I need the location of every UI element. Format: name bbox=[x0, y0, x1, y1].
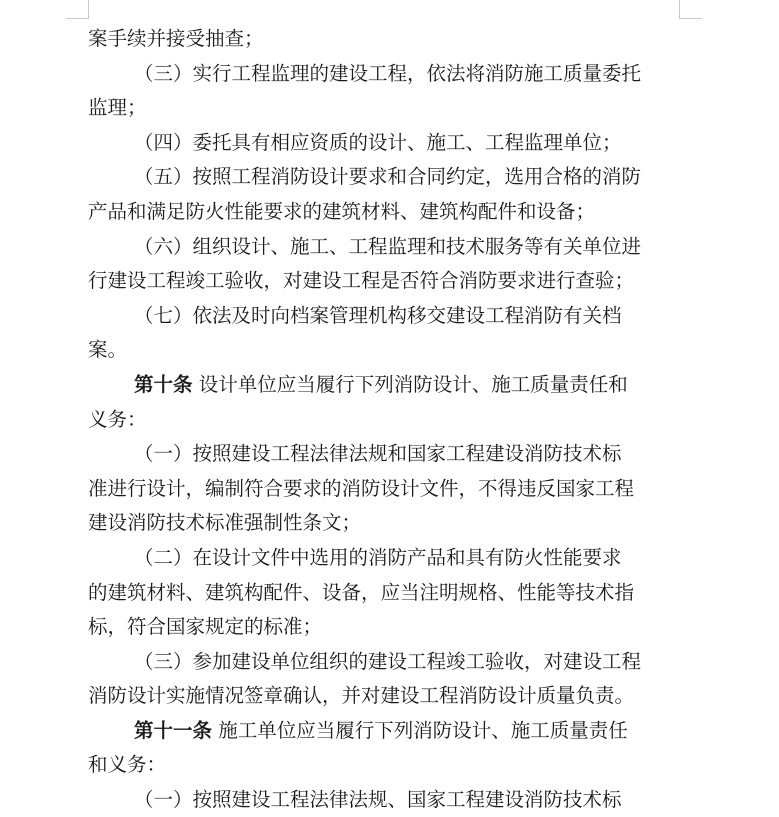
line-text: 监理； bbox=[88, 96, 147, 120]
line-text: 消防设计实施情况签章确认，并对建设工程消防设计质量负责。 bbox=[88, 684, 635, 708]
line-text: 产品和满足防火性能要求的建筑材料、建筑构配件和设备； bbox=[88, 199, 596, 223]
article-heading: 第十一条 bbox=[134, 718, 213, 742]
article-heading: 第十条 bbox=[134, 372, 193, 396]
line-text: 准进行设计，编制符合要求的消防设计文件，不得违反国家工程 bbox=[88, 476, 635, 500]
line-text: 标，符合国家规定的标准； bbox=[88, 615, 323, 639]
crop-mark-top-right-horizontal bbox=[679, 18, 702, 19]
line-text: （三）参加建设单位组织的建设工程竣工验收，对建设工程 bbox=[134, 649, 642, 673]
text-line bbox=[88, 160, 688, 195]
line-text: 和义务： bbox=[88, 753, 167, 777]
line-text: （二）在设计文件中选用的消防产品和具有防火性能要求 bbox=[134, 545, 622, 569]
document-body-text bbox=[88, 22, 688, 817]
line-text: 建设消防技术标准强制性条文； bbox=[88, 511, 362, 535]
text-line bbox=[88, 506, 688, 541]
text-line bbox=[88, 610, 688, 645]
text-line bbox=[88, 368, 688, 403]
line-text: （四）委托具有相应资质的设计、施工、工程监理单位； bbox=[134, 130, 622, 154]
line-text: 义务： bbox=[88, 407, 147, 431]
line-text: （七）依法及时向档案管理机构移交建设工程消防有关档 bbox=[134, 303, 622, 327]
text-line bbox=[88, 230, 688, 265]
text-line bbox=[88, 576, 688, 611]
text-line bbox=[88, 91, 688, 126]
line-text: 设计单位应当履行下列消防设计、施工质量责任和 bbox=[192, 372, 628, 396]
text-line bbox=[88, 57, 688, 92]
text-line bbox=[88, 22, 688, 57]
text-line bbox=[88, 195, 688, 230]
text-line bbox=[88, 126, 688, 161]
text-line bbox=[88, 472, 688, 507]
text-line bbox=[88, 541, 688, 576]
text-line bbox=[88, 679, 688, 714]
text-line bbox=[88, 783, 688, 817]
text-line bbox=[88, 403, 688, 438]
text-line bbox=[88, 437, 688, 472]
text-line bbox=[88, 645, 688, 680]
line-text: 行建设工程竣工验收，对建设工程是否符合消防要求进行查验； bbox=[88, 269, 635, 293]
text-line bbox=[88, 748, 688, 783]
line-text: 施工单位应当履行下列消防设计、施工质量责任 bbox=[212, 718, 628, 742]
line-text: （一）按照建设工程法律法规、国家工程建设消防技术标 bbox=[134, 788, 622, 812]
text-line bbox=[88, 264, 688, 299]
line-text: （六）组织设计、施工、工程监理和技术服务等有关单位进 bbox=[134, 234, 642, 258]
text-line bbox=[88, 333, 688, 368]
line-text: 案。 bbox=[88, 338, 128, 362]
line-text: （三）实行工程监理的建设工程，依法将消防施工质量委托 bbox=[134, 61, 642, 85]
crop-mark-top-left-horizontal bbox=[66, 18, 89, 19]
text-line bbox=[88, 714, 688, 749]
line-text: （一）按照建设工程法律法规和国家工程建设消防技术标 bbox=[134, 442, 622, 466]
crop-mark-top-left-vertical bbox=[88, 0, 89, 18]
line-text: 的建筑材料、建筑构配件、设备，应当注明规格、性能等技术指 bbox=[88, 580, 635, 604]
line-text: （五）按照工程消防设计要求和合同约定，选用合格的消防 bbox=[134, 165, 642, 189]
text-line bbox=[88, 299, 688, 334]
line-text: 案手续并接受抽查； bbox=[88, 27, 264, 50]
crop-mark-top-right-vertical bbox=[679, 0, 680, 18]
